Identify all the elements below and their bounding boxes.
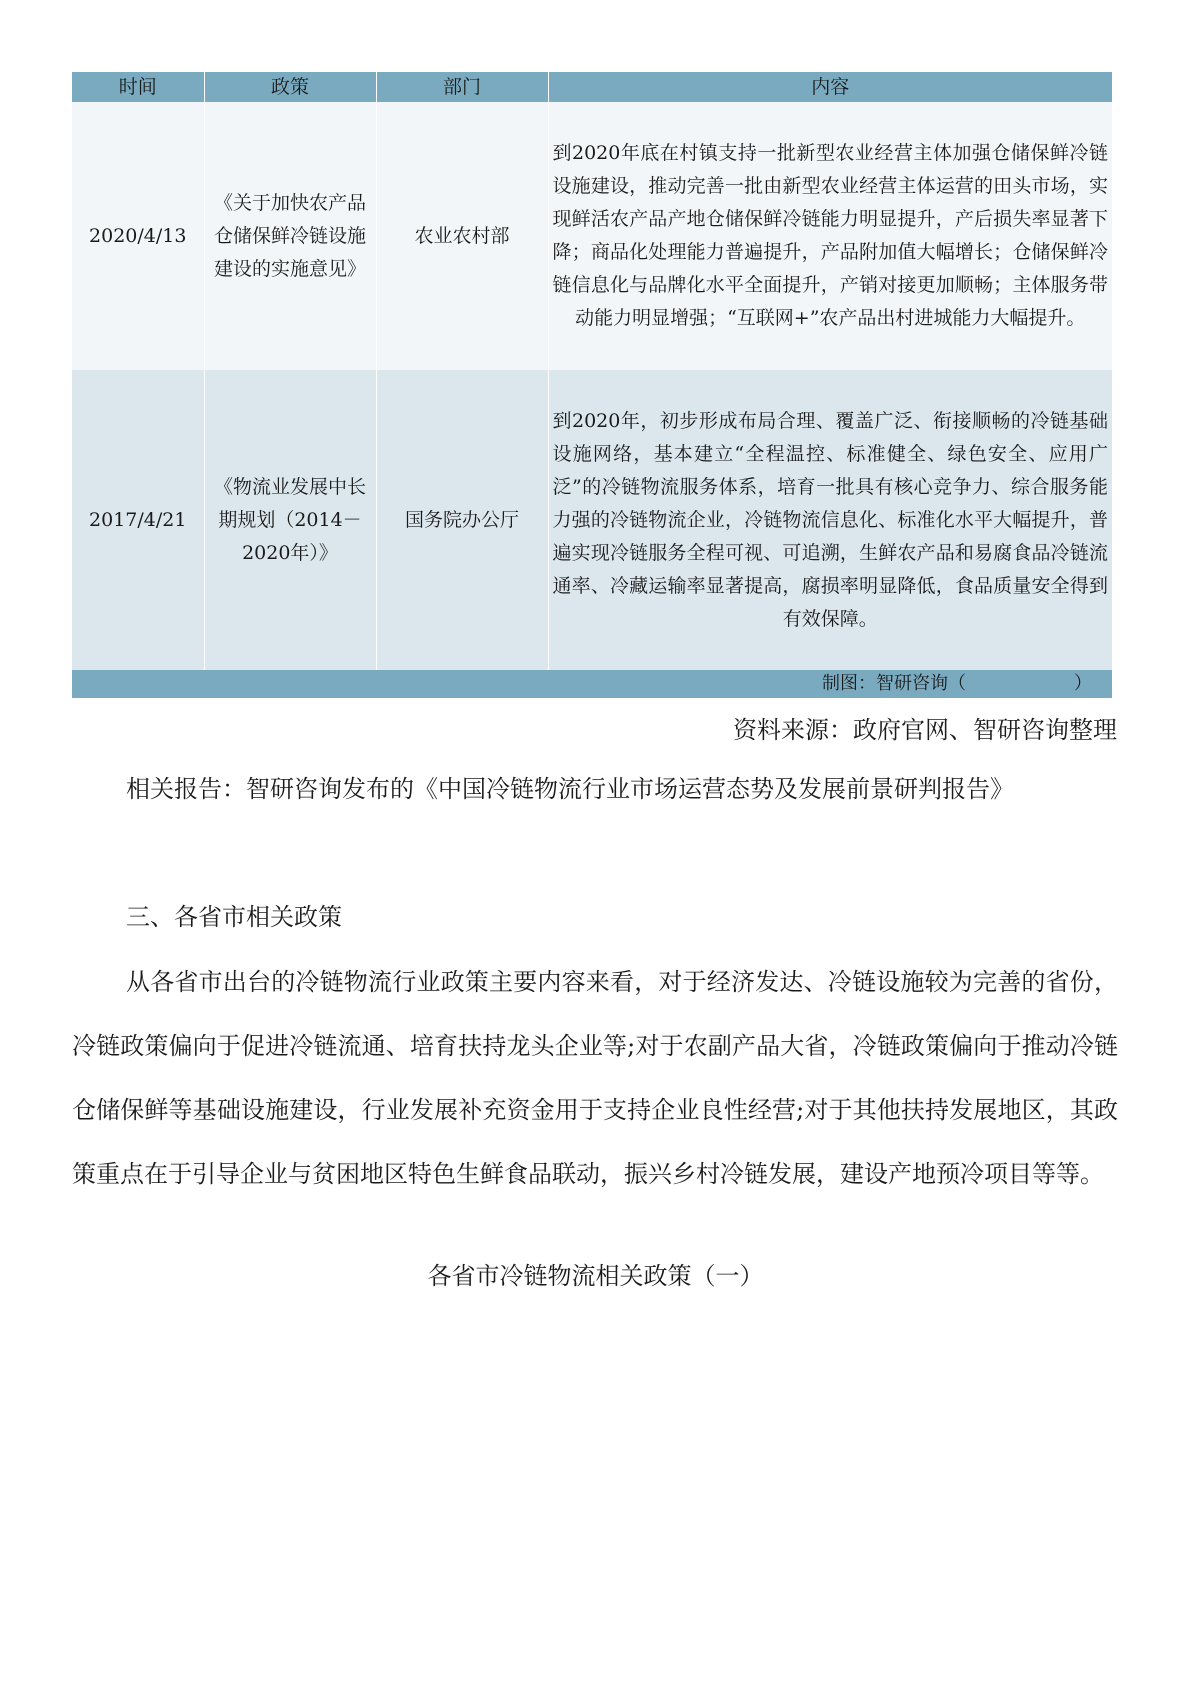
source-note: 资料来源：政府官网、智研咨询整理	[733, 716, 1117, 744]
section-heading: 三、各省市相关政策	[126, 903, 342, 931]
cell-content: 到2020年，初步形成布局合理、覆盖广泛、衔接顺畅的冷链基础设施网络，基本建立“全程温控、标准健全、绿色安全、应用广泛”的冷链物流服务体系，培育一批具有核心竞争力、综合服务能力强的冷链物流企业，冷链物流信息化、标准化水平大幅提升，普遍实现冷链服务全程可视、可追溯，生鲜农产品和易腐食品冷链流通率、冷藏运输率显著提高，腐损率明显降低，食品质量安全得到有效保障。	[548, 370, 1112, 670]
header-content: 内容	[548, 72, 1112, 102]
cell-content: 到2020年底在村镇支持一批新型农业经营主体加强仓储保鲜冷链设施建设，推动完善一批由新型农业经营主体运营的田头市场，实现鲜活农产品产地仓储保鲜冷链能力明显提升，产后损失率显著下降；商品化处理能力普遍提升，产品附加值大幅增长；仓储保鲜冷链信息化与品牌化水平全面提升，产销对接更加顺畅；主体服务带动能力明显增强；“互联网+”农产品出村进城能力大幅提升。	[548, 102, 1112, 370]
header-time: 时间	[72, 72, 204, 102]
table-caption: 各省市冷链物流相关政策（一）	[427, 1262, 764, 1290]
cell-department: 农业农村部	[376, 102, 548, 370]
cell-policy: 《关于加快农产品仓储保鲜冷链设施建设的实施意见》	[204, 102, 376, 370]
cell-department: 国务院办公厅	[376, 370, 548, 670]
related-report: 相关报告：智研咨询发布的《中国冷链物流行业市场运营态势及发展前景研判报告》	[126, 775, 1014, 803]
cell-date: 2020/4/13	[72, 102, 204, 370]
cell-date: 2017/4/21	[72, 370, 204, 670]
chart-credit: 制图：智研咨询（ ）	[72, 670, 1112, 698]
table-credit-row	[72, 670, 1112, 698]
cell-policy: 《物流业发展中长期规划（2014－2020年）》	[204, 370, 376, 670]
table-row	[72, 102, 1112, 370]
table-row	[72, 370, 1112, 670]
policy-table	[72, 72, 1112, 698]
body-paragraph: 从各省市出台的冷链物流行业政策主要内容来看，对于经济发达、冷链设施较为完善的省份，冷链政策偏向于促进冷链流通、培育扶持龙头企业等;对于农副产品大省，冷链政策偏向于推动冷链仓储保鲜等基础设施建设，行业发展补充资金用于支持企业良性经营;对于其他扶持发展地区，其政策重点在于引导企业与贫困地区特色生鲜食品联动，振兴乡村冷链发展，建设产地预冷项目等等。	[72, 968, 1118, 1188]
header-department: 部门	[376, 72, 548, 102]
header-policy: 政策	[204, 72, 376, 102]
table-header-row	[72, 72, 1112, 102]
